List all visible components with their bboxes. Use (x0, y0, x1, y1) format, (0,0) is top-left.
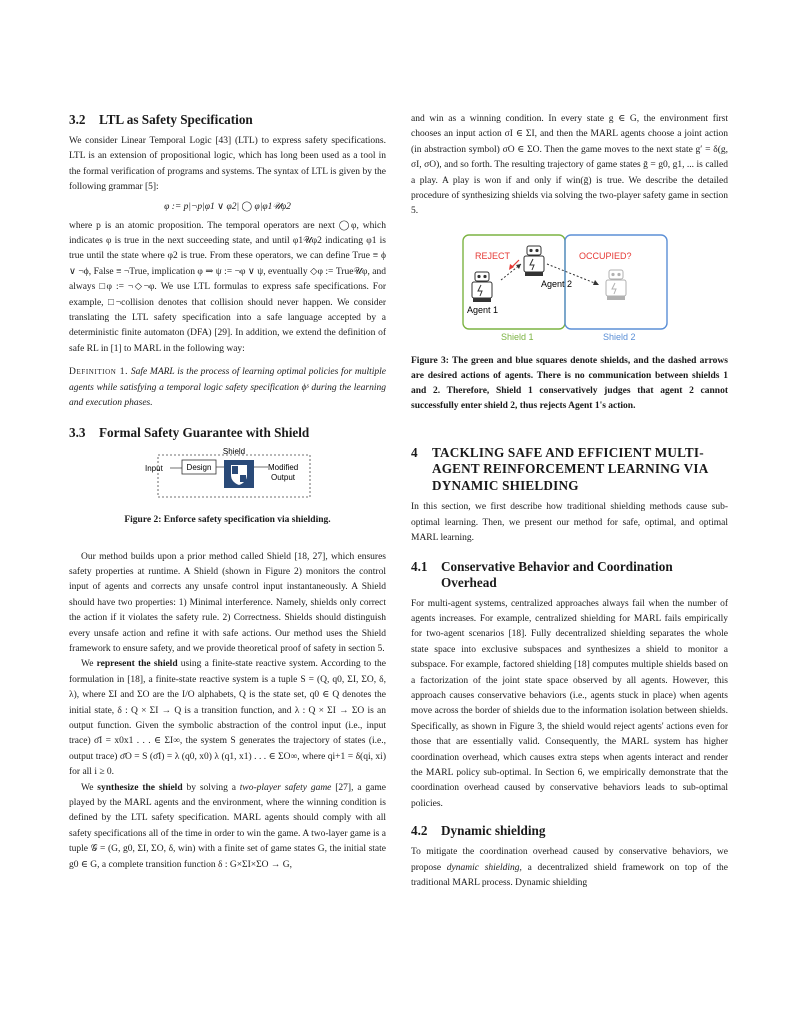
agent-1-robot-icon (472, 272, 492, 302)
section-3-3-heading: 3.3 Formal Safety Guarantee with Shield (69, 424, 310, 440)
section-4-1-heading: 4.1 Conservative Behavior and Coordination Overhead (411, 558, 673, 590)
agent-2-robot-icon (524, 246, 544, 276)
input-label: Input (145, 463, 163, 473)
figure-2-caption: Figure 2: Enforce safety specification via shielding. (124, 514, 331, 525)
modified-label: Modified (268, 462, 299, 472)
shields-diagram-svg (461, 234, 671, 344)
agent-2-label: Agent 2 (541, 278, 573, 289)
left-column (69, 112, 386, 873)
agent-1-label: Agent 1 (467, 304, 499, 315)
paragraph: To mitigate the coordination overhead caused by conservative behaviors, we propose dynamic shielding, a decentralized shield framework on top of the traditional MARL process. Dynamic shielding (411, 847, 729, 889)
paragraph: In this section, we first describe how traditional shielding methods cause sub-optimal learning. Then, we present our method for safe, optimal, and optimal MARL learning. (411, 502, 728, 544)
definition-label: Definition 1. (69, 367, 129, 378)
shield-diagram-svg (144, 447, 324, 507)
figure-2-shield-diagram (144, 447, 324, 507)
shield-2-label: Shield 2 (603, 331, 636, 342)
shield-logo-icon (224, 460, 254, 488)
output-label: Output (271, 472, 296, 482)
paragraph: We represent the shield using a finite-state reactive system. According to the formulation in [18], a finite-state reactive system is a tuple S = (Q, q0, ΣI, ΣO, δ, λ), where ΣI and ΣO are the I/O alphabets, Q is the state set, q0 ∈ Q denotes the initial state, δ : Q × ΣI → Q is a transition function, and λ : Q × ΣI → ΣO is an output function. Given the symbolic abstraction of the control input (i.e., input trace) σ̄I = x0x1 . . . ∈ ΣI∞, the system S generates the trajectory of states (i.e., output trace) σ̄O = S (σ̄I) = λ (q0, x0) λ (q1, x1) . . . ∈ ΣO∞, where qi+1 = δ(qi, xi) for all i ≥ 0. (69, 659, 386, 778)
section-4-heading: 4 TACKLING SAFE AND EFFICIENT MULTI-AGENT REINFORCEMENT LEARNING VIA DYNAMIC SHIELDING (411, 444, 708, 493)
section-4-2-heading: 4.2 Dynamic shielding (411, 823, 546, 839)
shield-label: Shield (222, 446, 246, 456)
paragraph: We synthesize the shield by solving a two-player safety game [27], a game played by the MARL agents and the environment, where the winning condition is defined by the LTL safety specification. MARL agents should comply with all safety specifications all of the time in order to win the game. A two-layer game is a tuple 𝒢 = (G, g0, ΣI, ΣO, δ, win) with a finite set of game states G, the initial state g0 ∈ G, a complete transition function δ : G×ΣI×ΣO → G, (69, 782, 386, 870)
section-3-2-heading: 3.2 LTL as Safety Specification (69, 112, 253, 127)
ltl-grammar: φ := p|¬p|φ1 ∨ φ2| ◯ φ|φ1𝒰φ2 (164, 201, 291, 212)
definition-1: Definition 1. Safe MARL is the process of learning optimal policies for multiple agents while satisfying a temporal logic safety specification ϕˢ during the learning and execution phases. (69, 367, 386, 409)
occupied-label: OCCUPIED? (579, 250, 632, 261)
paragraph: where p is an atomic proposition. The temporal operators are next ◯φ, which indicates φ is true in the next succeeding state, and until φ1𝒰φ2 indicating φ1 is true until the state where φ2 is true. From these operators, we can define True ≡ ϕ ∨ ¬ϕ, False ≡ ¬True, implication φ ⇒ ψ := ¬φ ∨ ψ, eventually ◇φ := True𝒰φ, and always □φ := ¬◇¬φ. We use LTL formulas to express safe specifications. For example, □¬collision denotes that collision should never happen. We consider translating the LTL safety specification into a safe language accepted by a deterministic finite automaton (DFA) [29]. In addition, we extend the definition of safe RL in [1] to MARL in the following way: (69, 220, 386, 354)
paragraph: and win as a winning condition. In every state g ∈ G, the environment first chooses an input action σI ∈ ΣI, and then the MARL agents choose a joint action (in abstraction symbol) σO ∈ ΣO. Then the game moves to the next state g′ = δ(g, σI, σO), and so forth. The resulting trajectory of game states ḡ = g0, g1, ... is called a play. A play is won if and only if win(ḡ) is true. We describe the detailed procedure of synthesizing shields via solving the two-player safety game in section 5. (411, 114, 728, 217)
paragraph: Our method builds upon a prior method called Shield [18, 27], which ensures safety properties at runtime. A Shield (shown in Figure 2) monitors the control input of agents and corrects any unsafe control input instantaneously. A Shield should have two properties: 1) Minimal interference. Namely, shields only correct the action if it violates the safety rule. 2) Correctness. Shields should distinguish every unsafe action and refine it with safe actions. Our method uses the Shield framework to ensure safety, and we provide theoretical proof of safety in section 5. (69, 551, 386, 654)
paragraph: We consider Linear Temporal Logic [43] (LTL) to express safety specifications. LTL is an extension of propositional logic, which has long been used as a tool in the formal verification of programs and systems. The syntax of LTL is given by the following grammar [5]: (69, 136, 386, 193)
design-label: Design (186, 462, 212, 472)
figure-3-caption: Figure 3: The green and blue squares denote shields, and the dashed arrows are desired actions of agents. There is no communication between shields 1 and 2. Therefore, Shield 1 conservatively judges that agent 2 cannot successfully enter shield 2, thus rejects Agent 1's action. (411, 355, 728, 411)
ghost-robot-icon (606, 270, 626, 300)
reject-label: REJECT (475, 250, 511, 261)
shield-1-label: Shield 1 (501, 331, 534, 342)
paragraph: For multi-agent systems, centralized approaches always fail when the number of agents increases. For example, centralized shielding for MARL fails empirically for two-agent scenarios [18]. Fully decentralized shielding separates the whole state space into exclusive subspaces and synthesizes a shield to monitor a subspace. For example, factored shielding [18] computes multiple shields based on a factorization of the joint state space observed by all agents. However, this approach causes conservative behaviors (i.e., agents stuck in place) when agents move across the border of shields due to the information isolation between shields. Specifically, as shown in Figure 3, the shield would reject agents' actions even for those that are essentially valid. Consequently, the MARL system has higher coordination overhead, which causes extra steps when agents interact and render the MARL policy sub-optimal. In Section 6, we empirically demonstrate that the coordination overhead caused by conservative behaviors leads to sub-optimal policies. (411, 598, 728, 809)
figure-3-shields-diagram (461, 234, 671, 344)
right-column (411, 112, 728, 891)
